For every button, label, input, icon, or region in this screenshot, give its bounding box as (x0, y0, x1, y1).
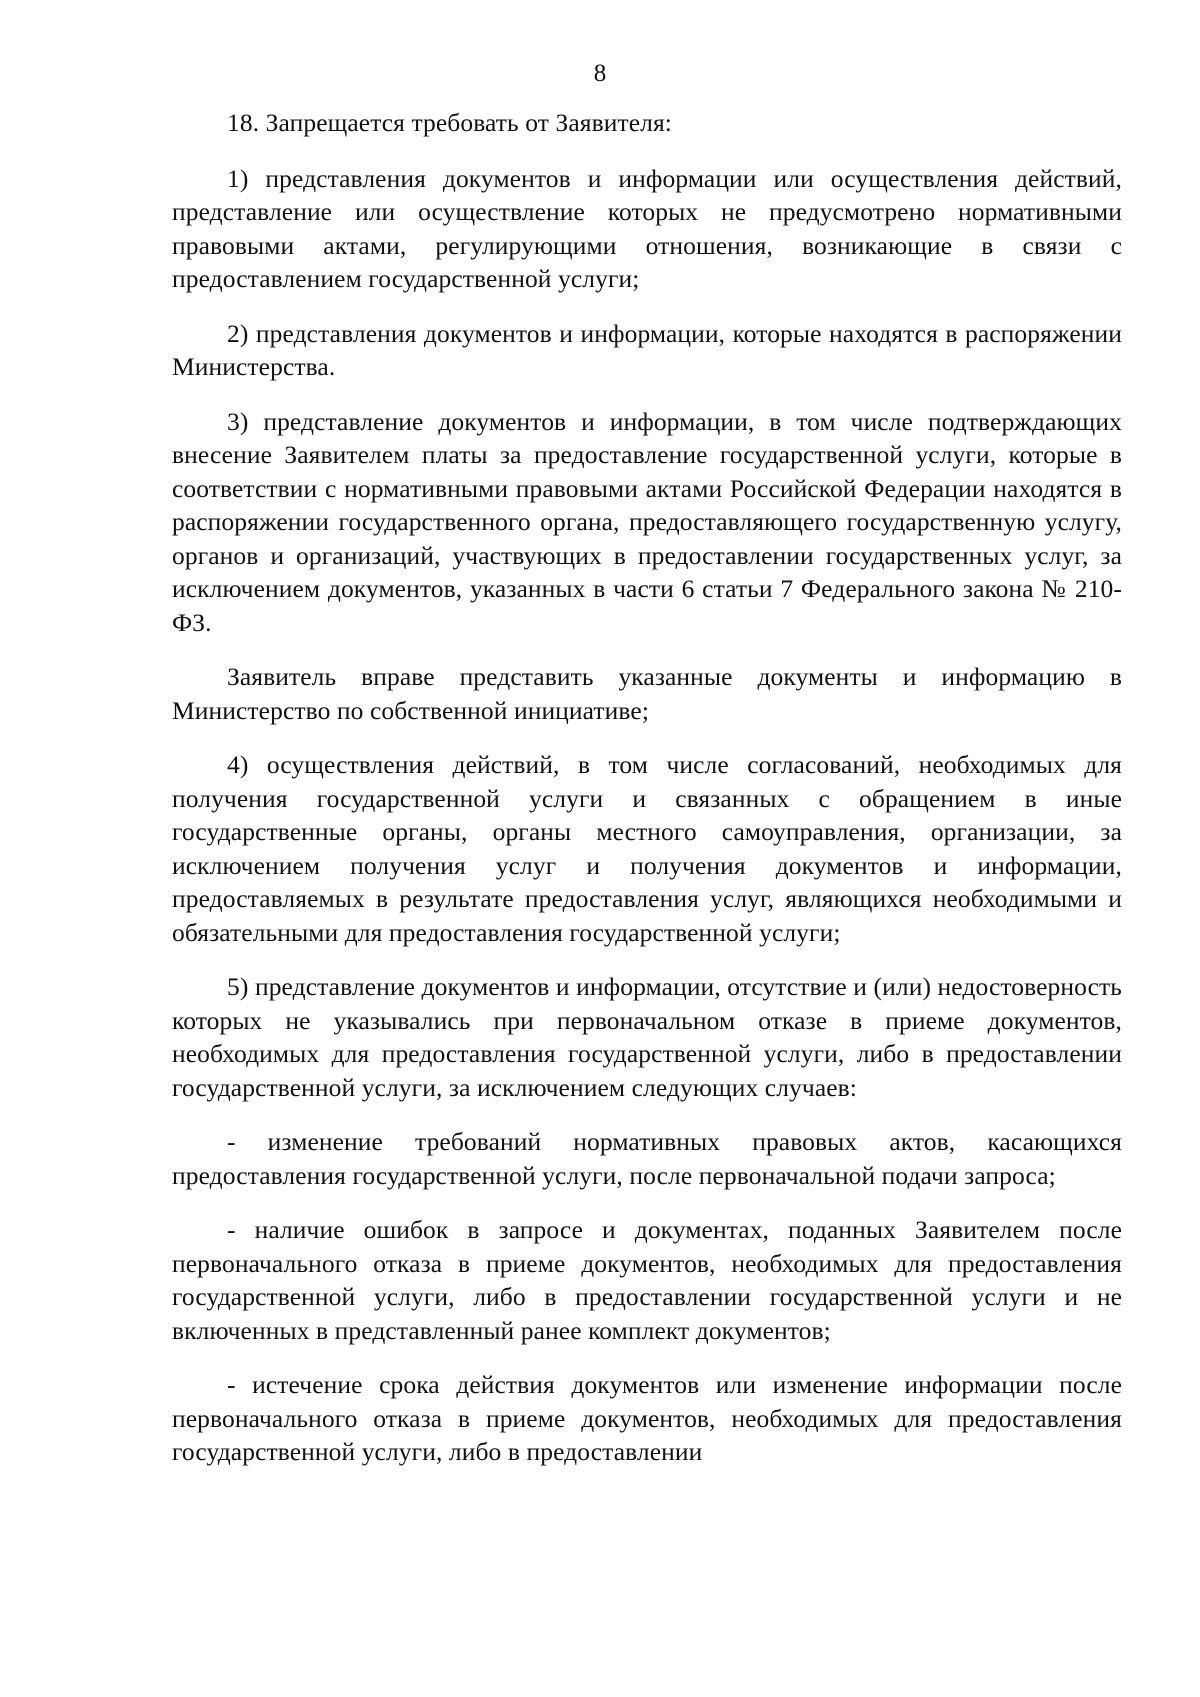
page-number: 8 (593, 60, 607, 87)
list-item-2: 2) представления документов и информации, которые находятся в распоряжении Министерства. (172, 318, 1122, 381)
document-body (172, 106, 1122, 1490)
list-item-5: 5) представление документов и информации, отсутствие и (или) недостоверность которых не указывались при первоначальном отказе в приеме документов, необходимых для предоставления государственной услуги, либо в предоставлении государственной услуги, за исключением следующих случаев: (172, 972, 1122, 1102)
exception-case-3: - истечение срока действия документов или изменение информации после первоначального отказа в приеме документов, необходимых для предоставления государственной услуги, либо в предоставлении (172, 1370, 1122, 1466)
list-item-3: 3) представление документов и информации, в том числе подтверждающих внесение Заявителем платы за предоставление государственной услуги, которые в соответствии с нормативными правовыми актами Российской Федерации находятся в распоряжении государственного органа, предоставляющего государственную услугу, органов и организаций, участвующих в предоставлении государственных услуг, за исключением документов, указанных в части 6 статьи 7 Федерального закона № 210-ФЗ. (172, 406, 1122, 637)
section-heading: 18. Запрещается требовать от Заявителя: (227, 108, 672, 137)
list-item-4: 4) осуществления действий, в том числе согласований, необходимых для получения государственной услуги и связанных с обращением в иные государственные органы, органы местного самоуправления, организации, за исключением получения услуг и получения документов и информации, предоставляемых в результате предоставления услуг, являющихся необходимыми и обязательными для предоставления государственной услуги; (172, 750, 1122, 947)
exception-case-1: - изменение требований нормативных правовых актов, касающихся предоставления государственной услуги, после первоначальной подачи запроса; (172, 1127, 1122, 1190)
applicant-right-paragraph: Заявитель вправе представить указанные документы и информацию в Министерство по собственной инициативе; (172, 662, 1122, 725)
list-item-1: 1) представления документов и информации или осуществления действий, представление или осуществление которых не предусмотрено нормативными правовыми актами, регулирующими отношения, возникающие в связи с предоставлением государственной услуги; (172, 163, 1122, 293)
exception-case-2: - наличие ошибок в запросе и документах, поданных Заявителем после первоначального отказа в приеме документов, необходимых для предоставления государственной услуги, либо в предоставлении государственной услуги и не включенных в представленный ранее комплект документов; (172, 1215, 1122, 1345)
